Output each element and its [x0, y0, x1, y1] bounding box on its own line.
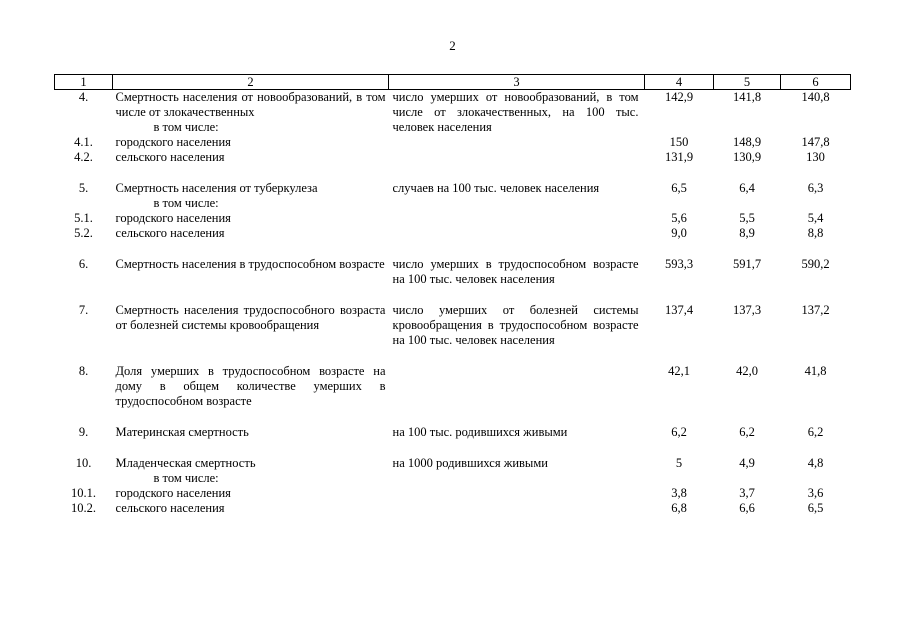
value-col-5: 148,9	[732, 135, 762, 149]
value-col-6: 130	[806, 150, 825, 164]
value-col-5: 6,4	[739, 181, 755, 195]
spacer-cell	[55, 287, 851, 303]
row-spacer	[55, 241, 851, 257]
row-number: 10.	[75, 456, 92, 470]
value-col-6: 147,8	[801, 135, 830, 149]
value-col-5: 130,9	[732, 150, 762, 164]
row-spacer	[55, 165, 851, 181]
value-col-4: 5	[675, 456, 683, 470]
table-row	[55, 211, 851, 226]
row-number: 8.	[78, 364, 89, 378]
value-col-4: 593,3	[664, 257, 694, 271]
including-label: в том числе:	[153, 196, 219, 210]
indicator-cell	[113, 501, 389, 516]
value-col-6: 137,2	[801, 303, 830, 317]
unit-text: число умерших от новообразований, в том числе от злокачественных, на 100 тыс. человек населения	[392, 90, 639, 134]
table-row	[55, 90, 851, 136]
indicator-text: городского населения	[115, 211, 231, 225]
value-col-6: 6,3	[807, 181, 824, 195]
table-row	[55, 150, 851, 165]
value-col-5: 6,6	[739, 501, 755, 515]
spacer-cell	[55, 241, 851, 257]
header-col-6: 6	[781, 75, 851, 90]
row-number: 5.	[78, 181, 89, 195]
table-row	[55, 226, 851, 241]
header-col-3: 3	[389, 75, 645, 90]
unit-cell	[389, 90, 645, 136]
value-col-4: 142,9	[664, 90, 694, 104]
value-col-5: 141,8	[732, 90, 762, 104]
value-col-5: 5,5	[739, 211, 755, 225]
indicator-cell	[113, 257, 389, 287]
value-col-4: 150	[669, 135, 689, 149]
value-col-5: 6,2	[739, 425, 755, 439]
header-row	[55, 75, 851, 90]
value-col-5: 4,9	[739, 456, 755, 470]
value-col-4: 42,1	[668, 364, 690, 378]
header-col-2: 2	[113, 75, 389, 90]
unit-text: число умерших в трудоспособном возрасте на 100 тыс. человек населения	[392, 257, 639, 286]
indicators-table	[54, 74, 851, 516]
unit-cell	[389, 486, 645, 501]
row-number: 10.2.	[71, 501, 96, 515]
value-col-6: 5,4	[807, 211, 824, 225]
value-col-5: 137,3	[732, 303, 762, 317]
indicator-cell	[113, 456, 389, 486]
unit-cell	[389, 456, 645, 486]
table-row	[55, 364, 851, 409]
value-col-6: 41,8	[804, 364, 827, 378]
indicator-text: Смертность населения в трудоспособном возрасте	[115, 257, 385, 271]
unit-text: на 100 тыс. родившихся живыми	[392, 425, 568, 439]
unit-cell	[389, 135, 645, 150]
row-spacer	[55, 409, 851, 425]
spacer-cell	[55, 440, 851, 456]
header-col-4: 4	[645, 75, 714, 90]
indicator-text: городского населения	[115, 135, 231, 149]
row-spacer	[55, 440, 851, 456]
value-col-6: 8,8	[807, 226, 824, 240]
spacer-cell	[55, 409, 851, 425]
table-row	[55, 456, 851, 486]
table-row	[55, 303, 851, 348]
unit-cell	[389, 150, 645, 165]
indicator-cell	[113, 226, 389, 241]
value-col-5: 3,7	[739, 486, 755, 500]
value-col-6: 4,8	[807, 456, 824, 470]
value-col-4: 6,5	[671, 181, 687, 195]
indicator-cell	[113, 181, 389, 211]
indicator-cell	[113, 303, 389, 348]
unit-cell	[389, 226, 645, 241]
row-number: 4.	[78, 90, 89, 104]
unit-cell	[389, 303, 645, 348]
value-col-4: 3,8	[671, 486, 687, 500]
table-row	[55, 135, 851, 150]
header-col-5: 5	[714, 75, 781, 90]
indicator-text: Смертность населения от новообразований, в том числе от злокачественных	[115, 90, 386, 119]
including-label: в том числе:	[153, 120, 219, 134]
table-row	[55, 425, 851, 440]
page-number: 2	[449, 38, 456, 53]
table-body	[55, 90, 851, 517]
indicator-cell	[113, 150, 389, 165]
row-number: 4.1.	[74, 135, 93, 149]
row-number: 7.	[78, 303, 89, 317]
table-row	[55, 257, 851, 287]
unit-text: на 1000 родившихся живыми	[392, 456, 548, 470]
table-header	[55, 75, 851, 90]
value-col-5: 8,9	[739, 226, 755, 240]
value-col-4: 6,8	[671, 501, 687, 515]
spacer-cell	[55, 348, 851, 364]
table-row	[55, 181, 851, 211]
indicator-text: сельского населения	[115, 226, 225, 240]
table-row	[55, 501, 851, 516]
table-row	[55, 486, 851, 501]
spacer-cell	[55, 165, 851, 181]
value-col-4: 9,0	[671, 226, 687, 240]
indicator-cell	[113, 425, 389, 440]
unit-cell	[389, 211, 645, 226]
row-number: 5.1.	[74, 211, 93, 225]
header-col-1: 1	[55, 75, 113, 90]
value-col-4: 5,6	[671, 211, 687, 225]
indicator-text: Материнская смертность	[115, 425, 249, 439]
value-col-4: 137,4	[664, 303, 694, 317]
indicator-text: сельского населения	[115, 150, 225, 164]
row-number: 6.	[78, 257, 89, 271]
indicator-text: городского населения	[115, 486, 231, 500]
row-number: 4.2.	[74, 150, 93, 164]
unit-cell	[389, 425, 645, 440]
unit-cell	[389, 501, 645, 516]
unit-cell	[389, 181, 645, 211]
unit-cell	[389, 364, 645, 409]
value-col-5: 591,7	[732, 257, 762, 271]
indicator-text: Смертность населения от туберкулеза	[115, 181, 318, 195]
indicator-cell	[113, 135, 389, 150]
value-col-6: 6,2	[807, 425, 824, 439]
unit-cell	[389, 257, 645, 287]
value-col-6: 590,2	[801, 257, 830, 271]
indicator-cell	[113, 364, 389, 409]
unit-text: число умерших от болезней системы кровообращения в трудоспособном возрасте на 100 тыс. человек населения	[392, 303, 639, 347]
indicator-text: сельского населения	[115, 501, 225, 515]
value-col-6: 6,5	[807, 501, 824, 515]
indicator-text: Смертность населения трудоспособного возраста от болезней системы кровообращения	[115, 303, 386, 332]
value-col-6: 3,6	[807, 486, 824, 500]
indicator-text: Младенческая смертность	[115, 456, 256, 470]
row-number: 5.2.	[74, 226, 93, 240]
indicator-cell	[113, 211, 389, 226]
value-col-6: 140,8	[801, 90, 830, 104]
row-spacer	[55, 287, 851, 303]
indicator-cell	[113, 90, 389, 136]
value-col-4: 131,9	[664, 150, 694, 164]
value-col-4: 6,2	[671, 425, 687, 439]
unit-text: случаев на 100 тыс. человек населения	[392, 181, 600, 195]
value-col-5: 42,0	[736, 364, 758, 378]
including-label: в том числе:	[153, 471, 219, 485]
row-number: 10.1.	[71, 486, 96, 500]
row-number: 9.	[78, 425, 89, 439]
indicator-cell	[113, 486, 389, 501]
indicator-text: Доля умерших в трудоспособном возрасте на дому в общем количестве умерших в трудоспособном возрасте	[115, 364, 386, 408]
row-spacer	[55, 348, 851, 364]
